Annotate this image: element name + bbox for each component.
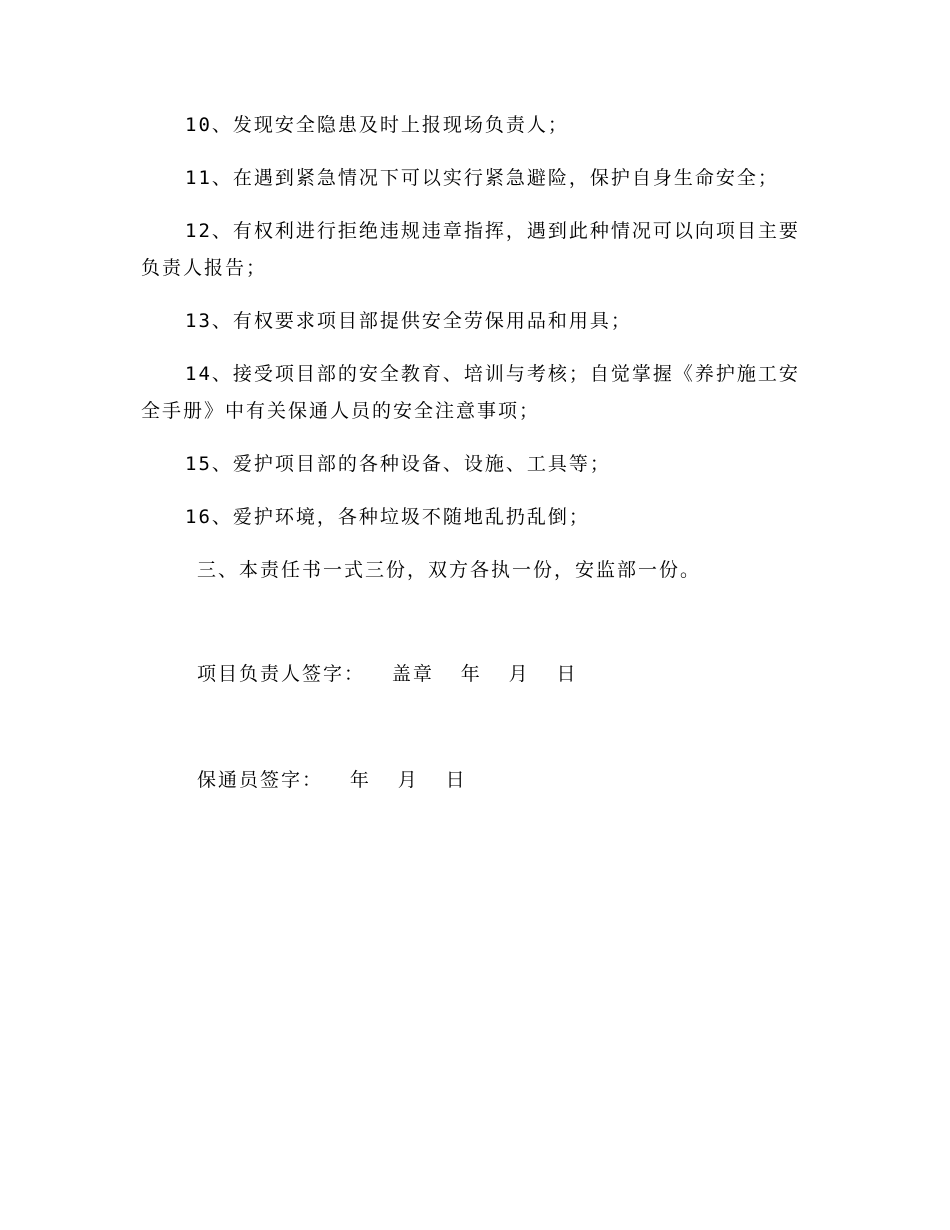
project-leader-signature-line: 项目负责人签字： 盖章 年 月 日 xyxy=(197,663,578,685)
safety-officer-signature-line: 保通员签字： 年 月 日 xyxy=(197,769,467,791)
clause-15: 15、爱护项目部的各种设备、设施、工具等； xyxy=(185,453,611,475)
clause-12: 12、有权利进行拒绝违规违章指挥，遇到此种情况可以向项目主要负责人报告； xyxy=(141,220,800,279)
clause-13: 13、有权要求项目部提供安全劳保用品和用具； xyxy=(185,310,632,332)
clause-11: 11、在遇到紧急情况下可以实行紧急避险，保护自身生命安全； xyxy=(185,167,779,189)
clause-10: 10、发现安全隐患及时上报现场负责人； xyxy=(185,114,569,136)
clause-14: 14、接受项目部的安全教育、培训与考核；自觉掌握《养护施工安全手册》中有关保通人员的安全注意事项； xyxy=(141,363,800,422)
clause-16: 16、爱护环境，各种垃圾不随地乱扔乱倒； xyxy=(185,506,590,528)
section-three: 三、本责任书一式三份，双方各执一份，安监部一份。 xyxy=(197,559,702,581)
